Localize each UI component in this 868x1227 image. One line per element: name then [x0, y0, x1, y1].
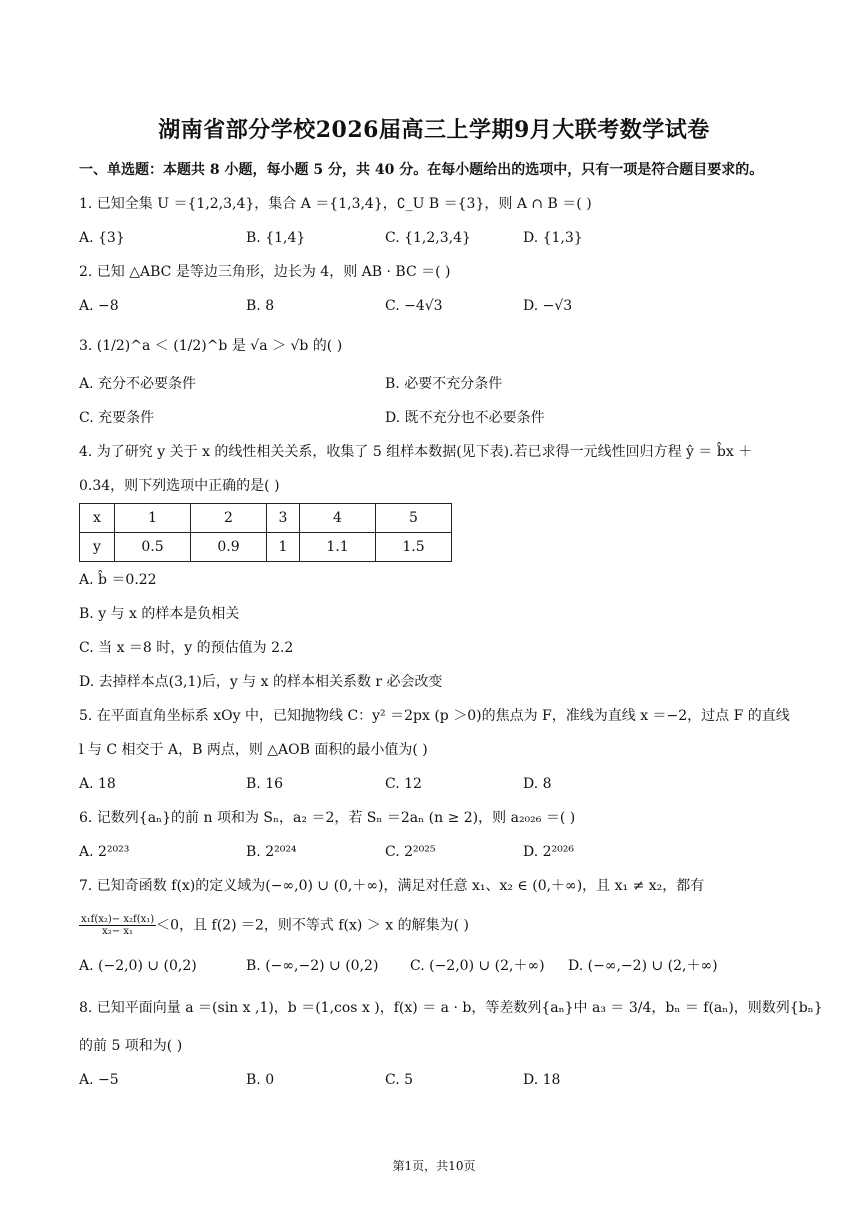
q8-option-c: C. 5 [385, 1072, 414, 1088]
page-footer: 第1页，共10页 [392, 1159, 476, 1173]
question-2-stem: 2. 已知 △ABC 是等边三角形，边长为 4，则 AB · BC ＝( ) [79, 264, 451, 280]
q3-option-a: A. 充分不必要条件 [79, 376, 197, 392]
inequality-fraction [79, 914, 156, 937]
q4-option-d: D. 去掉样本点(3,1)后，y 与 x 的样本相关系数 r 必会改变 [79, 674, 443, 690]
table-cell: 2 [191, 504, 267, 533]
table-cell: 4 [300, 504, 376, 533]
q5-option-b: B. 16 [246, 776, 284, 792]
q7-option-d: D. (−∞,−2) ∪ (2,＋∞) [568, 958, 718, 974]
q5-option-a: A. 18 [79, 776, 116, 792]
q7-option-c: C. (−2,0) ∪ (2,＋∞) [410, 958, 545, 974]
q6-option-a: A. 2²⁰²³ [79, 844, 130, 860]
table-cell: 1.1 [300, 533, 376, 562]
table-cell: y [80, 533, 115, 562]
q4-option-a: A. b̂ ＝0.22 [79, 572, 157, 588]
question-7-stem-cont [79, 914, 469, 937]
q1-option-d: D. {1,3} [523, 230, 583, 246]
table-cell: 0.5 [115, 533, 191, 562]
q7-option-a: A. (−2,0) ∪ (0,2) [79, 958, 197, 974]
q2-option-d: D. −√3 [523, 298, 573, 314]
fraction-denominator: x₂− x₁ [102, 926, 134, 937]
page-title: 湖南省部分学校2026届高三上学期9月大联考数学试卷 [158, 117, 710, 143]
q3-option-b: B. 必要不充分条件 [385, 376, 503, 392]
table-cell: x [80, 504, 115, 533]
q1-option-b: B. {1,4} [246, 230, 306, 246]
sample-data-table [79, 503, 452, 562]
question-4-stem: 4. 为了研究 y 关于 x 的线性相关关系，收集了 5 组样本数据(见下表).若已求得一元线性回归方程 ŷ ＝ b̂x ＋ [79, 444, 753, 460]
q2-option-a: A. −8 [79, 298, 119, 314]
q6-option-d: D. 2²⁰²⁶ [523, 844, 574, 860]
table-row [80, 533, 452, 562]
table-cell: 0.9 [191, 533, 267, 562]
question-4-stem-cont: 0.34，则下列选项中正确的是( ) [79, 478, 280, 494]
table-cell: 3 [267, 504, 300, 533]
question-3-stem: 3. (1/2)^a ＜ (1/2)^b 是 √a ＞ √b 的( ) [79, 338, 343, 354]
q3-option-d: D. 既不充分也不必要条件 [385, 410, 545, 426]
q5-option-c: C. 12 [385, 776, 422, 792]
q2-option-b: B. 8 [246, 298, 275, 314]
question-6-stem: 6. 记数列{aₙ}的前 n 项和为 Sₙ，a₂ ＝2，若 Sₙ ＝2aₙ (n ≥ 2)，则 a₂₀₂₆ ＝( ) [79, 810, 576, 826]
q1-option-c: C. {1,2,3,4} [385, 230, 471, 246]
question-8-stem-cont: 的前 5 项和为( ) [79, 1038, 183, 1054]
q8-option-a: A. −5 [79, 1072, 119, 1088]
question-8-stem: 8. 已知平面向量 a ＝(sin x ,1)，b ＝(1,cos x )，f(x) ＝ a · b，等差数列{aₙ}中 a₃ ＝ 3/4，bₙ ＝ f(aₙ)，则数列{bₙ} [79, 1000, 823, 1016]
question-5-stem-cont: l 与 C 相交于 A，B 两点，则 △AOB 面积的最小值为( ) [79, 742, 428, 758]
question-7-stem-tail: ＜0，且 f(2) ＝2，则不等式 f(x) ＞ x 的解集为( ) [156, 917, 469, 934]
q7-option-b: B. (−∞,−2) ∪ (0,2) [246, 958, 379, 974]
q6-option-b: B. 2²⁰²⁴ [246, 844, 297, 860]
table-cell: 5 [376, 504, 452, 533]
question-7-stem: 7. 已知奇函数 f(x)的定义域为(−∞,0) ∪ (0,＋∞)，满足对任意 x₁、x₂ ∈ (0,＋∞)，且 x₁ ≠ x₂，都有 [79, 878, 705, 894]
question-1-stem: 1. 已知全集 U ＝{1,2,3,4}，集合 A ＝{1,3,4}，∁_U B ＝{3}，则 A ∩ B ＝( ) [79, 196, 592, 212]
question-5-stem: 5. 在平面直角坐标系 xOy 中，已知抛物线 C：y² ＝2px (p ＞0)的焦点为 F，准线为直线 x ＝−2，过点 F 的直线 [79, 708, 790, 724]
q3-option-c: C. 充要条件 [79, 410, 155, 426]
fraction-numerator: x₁f(x₂)− x₂f(x₁) [81, 914, 155, 925]
q8-option-d: D. 18 [523, 1072, 561, 1088]
q5-option-d: D. 8 [523, 776, 552, 792]
q2-option-c: C. −4√3 [385, 298, 443, 314]
section-heading: 一、单选题：本题共 8 小题，每小题 5 分，共 40 分。在每小题给出的选项中，只有一项是符合题目要求的。 [79, 162, 764, 178]
q4-option-b: B. y 与 x 的样本是负相关 [79, 606, 240, 622]
table-row [80, 504, 452, 533]
q4-option-c: C. 当 x ＝8 时，y 的预估值为 2.2 [79, 640, 294, 656]
table-cell: 1 [267, 533, 300, 562]
q8-option-b: B. 0 [246, 1072, 275, 1088]
table-cell: 1 [115, 504, 191, 533]
q6-option-c: C. 2²⁰²⁵ [385, 844, 436, 860]
table-cell: 1.5 [376, 533, 452, 562]
q1-option-a: A. {3} [79, 230, 125, 246]
